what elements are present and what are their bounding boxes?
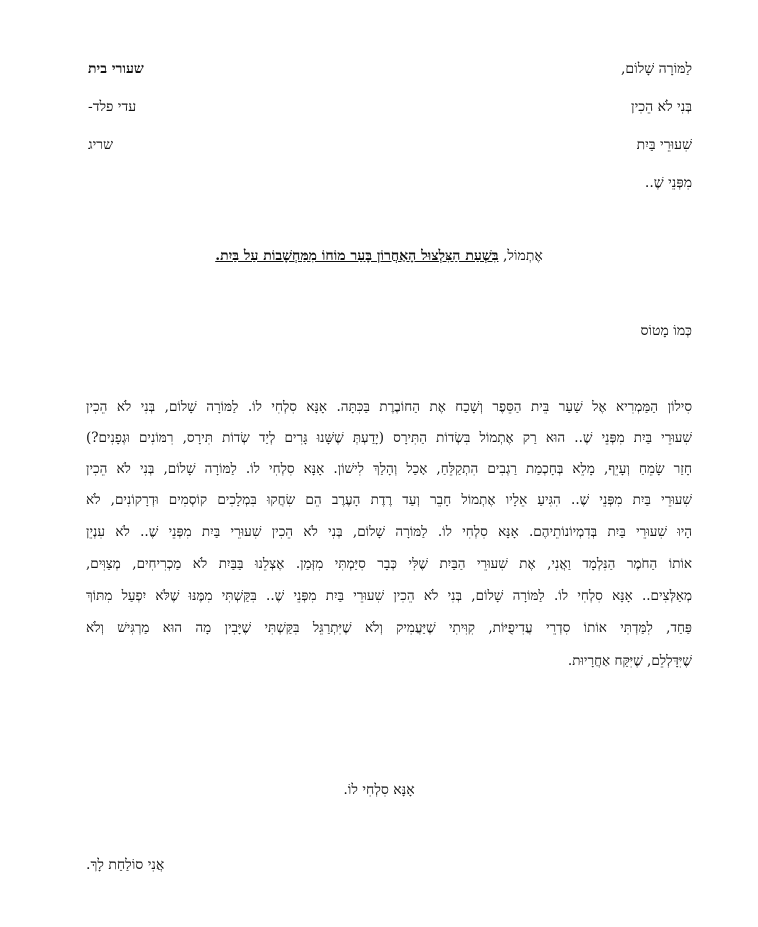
author-grade: שריג	[88, 137, 114, 153]
homework-title: שעורי בית	[88, 61, 144, 77]
poem-subtitle: כְּמוֹ מָטוֹס	[640, 323, 692, 339]
poem-title-underlined: בִּשְׁעַת הַצִּלְצוּל הָאַחֲרוֹן בָּעַר מוֹחוֹ מִמַּחְשָׁבוֹת עַל בַּיִת.	[215, 248, 499, 264]
greeting-line-4: מִפְּנֵי שֶׁ..	[644, 175, 692, 191]
greeting-line-1: לַמּוֹרָה שָׁלוֹם,	[620, 61, 692, 77]
paragraph-line: שִׁעוּרֵי בַּיִת מִפְּנֵי שֶׁ.. הוּא רַק אֶתְמוֹל בִּשְׂדוֹת הַתִּירָס (יָדַעְתְּ שֶׁשָּׁנוּ גָּרִים לְיַד שְׂדוֹת תִּירָס, רִמּוֹנִים וּגְפָנִים?)	[86, 430, 692, 446]
paragraph-line: פַּחַד, לִמַּדְתִּי אוֹתוֹ סִדְרֵי עֲדִיפֻיּוֹת, קִוִּיתִי שֶׁיַּעֲמִיק וְלֹא שֶׁיִּתְרַגֵּל בִּקַּשְׁתִּי שֶׁיָּבִין מָה הוּא מַרְגִּישׁ וְלֹא	[86, 620, 692, 636]
poem-title	[0, 248, 758, 265]
paragraph-line: שִׁעוּרֵי בַּיִת מִפְּנֵי שֶׁ.. הִגִּיעַ אֵלָיו אֶתְמוֹל חָבֵר וְעַד רֶדֶת הָעֶרֶב הֵם שִׂחֲקוּ בִּמְלָכִים קוֹסְמִים וּדְרָקוֹנִים, לֹא	[86, 492, 692, 508]
closing-line-1: אָנָּא סִלְחִי לוֹ.	[343, 782, 415, 798]
greeting-line-2: בְּנִי לֹא הֵכִין	[631, 99, 692, 115]
paragraph-line: אוֹתוֹ הַחֹמֶר הַנִּלְמָד וַאֲנִי, אֶת שִׁעוּרֵי הַבַּיִת שֶׁלִּי כְּבָר סִיַּמְתִּי מִזְּמַן. אֶצְלֵנוּ בַּבַּיִת לֹא מַכְרִיחִים, מְצַוִּים,	[86, 556, 692, 572]
paragraph-line: שֶׁיִּדָּלְלֵם, שֶׁיִּקַּח אַחֲרָיוּת.	[567, 653, 692, 669]
closing-line-2: אֲנִי סוֹלַחַת לָךְ.	[86, 857, 165, 873]
author-name: עדי פלד-	[88, 99, 137, 115]
paragraph-line: מְאַלְּצִים.. אָנָּא סִלְחִי לוֹ. לַמּוֹרָה שָׁלוֹם, בְּנִי לֹא הֵכִין שִׁעוּרֵי בַּיִת מִפְּנֵי שֶׁ.. בִּקַּשְׁתִּי מִמֶּנּוּ שֶׁלֹּא יִפְעַל מִתּוֹךְ	[86, 588, 692, 604]
paragraph-line: הָיוּ שִׁעוּרֵי בַּיִת בְּדִמְיוֹנוֹתֵיהֶם. אָנָּא סִלְחִי לוֹ. לַמּוֹרָה שָׁלוֹם, בְּנִי לֹא הֵכִין שִׁעוּרֵי בַּיִת מִפְּנֵי שֶׁ.. לֹא עִנְיֵן	[86, 524, 692, 540]
paragraph-line: חָזַר שָׂמֵחַ וְעָיֵף, מָלֵא בְּחָכְמַת רַגְבִים הִתְקַלֵּחַ, אָכַל וְהָלַךְ לִישׁוֹן. אָנָּא סִלְחִי לוֹ. לַמּוֹרָה שָׁלוֹם, בְּנִי לֹא הֵכִין	[86, 461, 692, 477]
paragraph-line: סִילוֹן הַמַּמְרִיא אֶל שַׁעַר בֵּית הַסֵּפֶר וְשָׁכַח אֶת הַחוֹבֶרֶת בַּכִּתָּה. אָנָּא סִלְחִי לוֹ. לַמּוֹרָה שָׁלוֹם, בְּנִי לֹא הֵכִין	[86, 399, 692, 415]
poem-title-prefix: אֶתְמוֹל,	[502, 248, 543, 264]
greeting-line-3: שִׁעוּרֵי בַּיִת	[636, 137, 692, 153]
